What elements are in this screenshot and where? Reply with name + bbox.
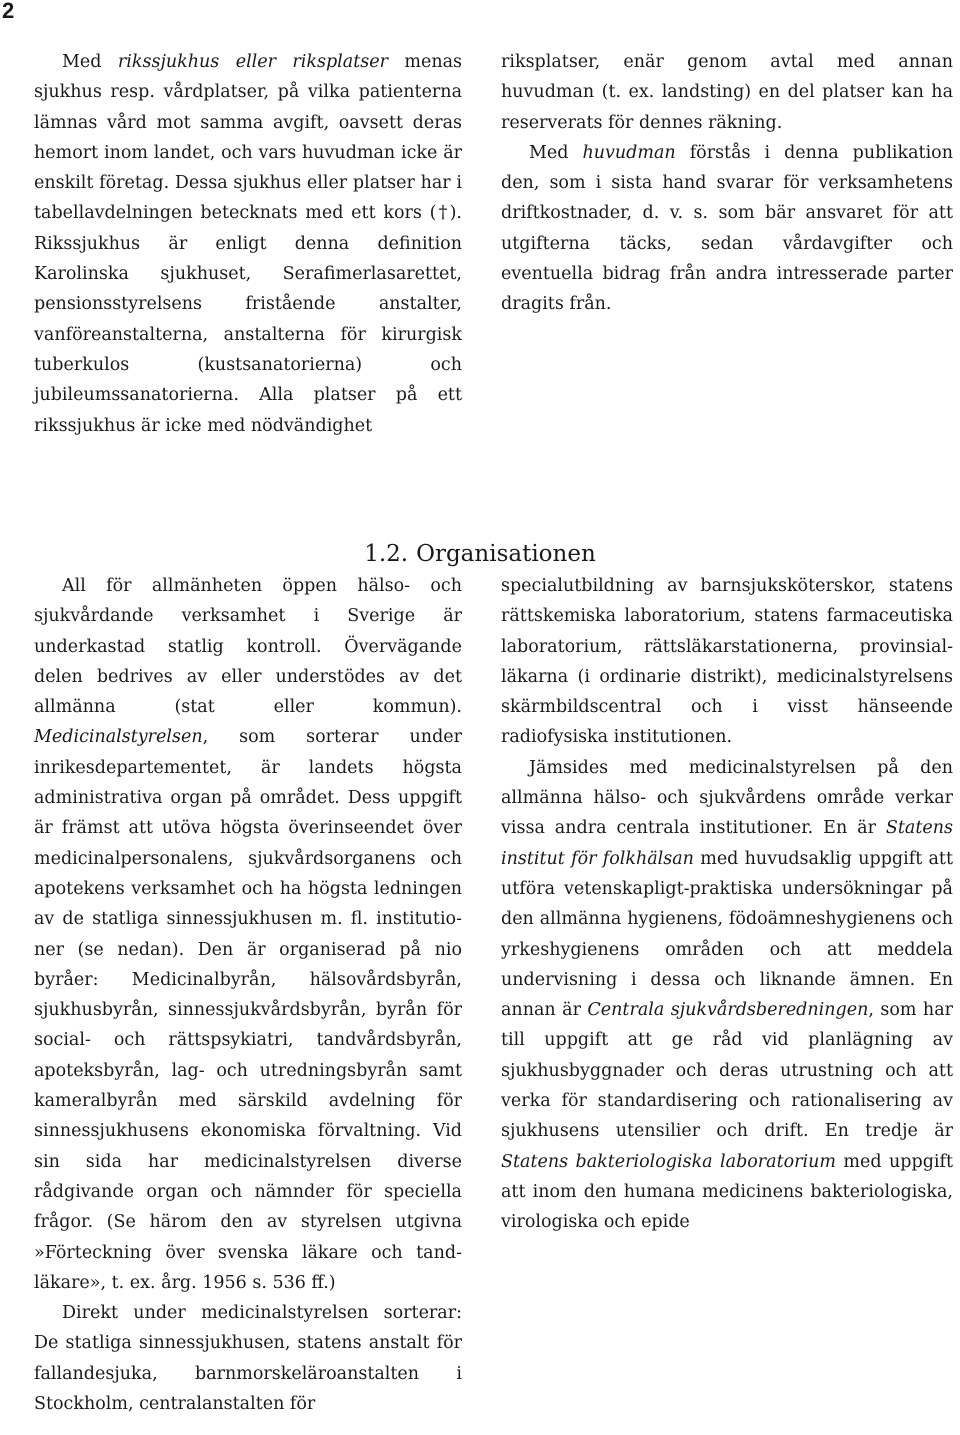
- section-number: 1.2.: [364, 541, 409, 568]
- section-heading: [0, 537, 960, 571]
- rikssjukhus-paragraph: Med rikssjukhus eller riksplatser menas sjukhus resp. vårdplatser, på vilka patienterna lämnas vård mot samma avgift, oavsett deras hemort inom landet, och vars huvudman icke är enskilt företag. Dessa sjukhus eller platser har i tabellavdelningen betecknats med ett kors (†). Rikssjukhus är enligt denna definition Karolinska sjukhuset, Serafimerlasarettet, pensionsstyrelsens fristående anstalter, vanföreanstalterna, anstalterna för kirurgisk tuberkulos (kustsanatorierna) och jubileumssanatorierna. Alla platser på ett rikssjukhus är icke med nödvändighet: [34, 52, 463, 436]
- intro-column-left: [34, 47, 462, 441]
- term-rikssjukhus: rikssjukhus eller riksplatser: [117, 52, 388, 72]
- rikssjukhus-paragraph-continued: riksplatser, enär genom avtal med annan huvudman (t. ex. landsting) en del platser kan ha reserverats för dennes räkning.: [501, 52, 953, 133]
- huvudman-paragraph: Med huvudman förstås i denna publikation den, som i sista hand svarar för verksamhetens driftkostnader, d. v. s. som bär ansvaret för att utgifterna täcks, sedan vårdavgifter och eventuella bidrag från andra intresserade parter dragits från.: [501, 142, 953, 315]
- intro-column-right: [501, 47, 953, 320]
- medicinalstyrelsen-paragraph: All för allmänheten öppen hälso- och sjukvårdande verksamhet i Sverige är underkastad statlig kontroll. Övervägande delen bedrives av eller understödes av det allmänna (stat eller kommun). Medicinalstyrelsen, som sorterar under inrikesdepartementet, är landets högsta administrativa organ på området. Dess uppgift är främst att utöva högsta överinseendet över medicinalpersonalens, sjukvårdsorganens och apotekens verksamhet och ha högsta ledningen av de statliga sinnessjukhusen m. fl. institutioner (se nedan). Den är organiserad på nio byråer: Medicinalbyrån, hälsovårdsbyrån, sjukhusbyrån, sinnessjukvårdsbyrån, byrån för social- och rättspsykiatri, tandvårdsbyrån, apoteksbyrån, lag- och utredningsbyrån samt kameralbyrån med särskild avdelning för sinnessjukhusens ekonomiska förvaltning. Vid sin sida har medicinalstyrelsen diverse rådgivande organ och nämnder för speciella frågor. (Se härom den av styrelsen utgivna »Förteckning över svenska läkare och tandläkare», t. ex. årg. 1956 s. 536 ff.): [34, 576, 462, 1293]
- section-title: Organisationen: [416, 541, 596, 568]
- organisation-column-right: [501, 571, 953, 1238]
- term-medicinalstyrelsen: Medicinalstyrelsen: [34, 727, 203, 748]
- organisation-column-left: [34, 571, 462, 1419]
- term-bakteriologiska: Statens bakteriologiska laboratorium: [501, 1151, 836, 1172]
- page-number: 2: [2, 0, 15, 23]
- term-sjukvardsberedningen: Centrala sjukvårdsberedningen: [587, 1000, 869, 1021]
- term-huvudman: huvudman: [582, 142, 676, 163]
- term-folkhalsan: Statens institut för folkhälsan: [501, 818, 953, 869]
- direkt-under-paragraph-continued: specialutbildning av barnsjuksköterskor, statens rättskemiska laboratorium, statens farmaceutiska laboratorium, rättsläkarstationerna, provinsialläkarna (i ordinarie distrikt), medicinalstyrelsens skärmbildscentral och i visst hänseende radiofysiska institutionen.: [501, 576, 953, 748]
- jamsides-paragraph: Jämsides med medicinalstyrelsen på den allmänna hälso- och sjukvårdens område verkar vissa andra centrala institutioner. En är Statens institut för folkhälsan med huvudsaklig uppgift att utföra vetenskapligt-praktiska undersökningar på den allmänna hygienens, födoämneshygienens och yrkeshygienens områden och att meddela undervisning i dessa och liknande ämnen. En annan är Centrala sjukvårdsberedningen, som har till uppgift att ge råd vid planlägning av sjukhusbyggnader och deras utrustning och att verka för standardisering och rationalisering av sjukhusens utensilier och drift. En tredje är Statens bakteriologiska laboratorium med uppgift att inom den humana medicinens bakteriologiska, virologiska och epide: [501, 757, 953, 1233]
- direkt-under-paragraph: Direkt under medicinalstyrelsen sorterar: De statliga sinnessjukhusen, statens anstalt för fallandesjuka, barnmorskeläroanstalten i Stockholm, centralanstalten för: [34, 1303, 462, 1415]
